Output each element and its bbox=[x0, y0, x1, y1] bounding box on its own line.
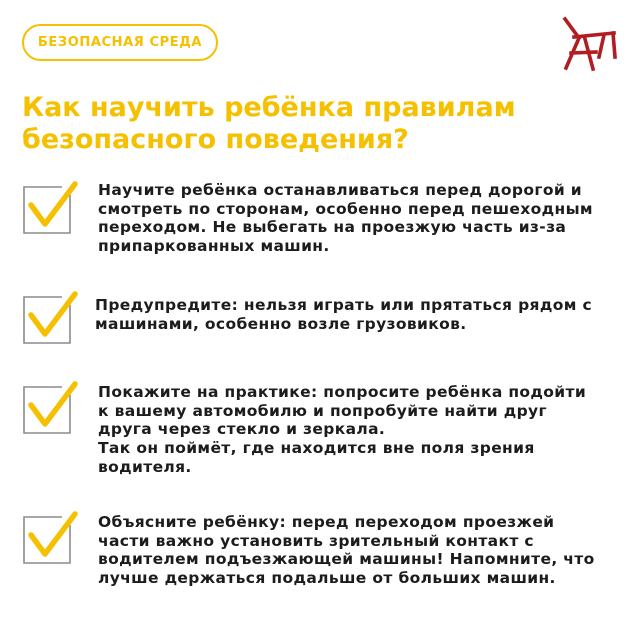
tip-item bbox=[22, 381, 612, 477]
tip-text-line: машинами, особенно возле грузовиков. bbox=[95, 314, 467, 333]
tip-text-line: Научите ребёнка останавливаться перед дорогой и bbox=[98, 181, 582, 199]
title-line: Как научить ребёнка правилам bbox=[22, 92, 516, 123]
tip-text-line: Так он поймёт, где находится вне поля зрения bbox=[98, 439, 535, 458]
tip-text bbox=[95, 296, 592, 333]
tip-text-line: Предупредите: нельзя играть или прятаться рядом с bbox=[95, 296, 593, 314]
tip-text-line: смотреть по сторонам, особенно перед пешеходным bbox=[98, 199, 593, 218]
tip-text-line: Объясните ребёнку: перед переходом проезжей bbox=[98, 513, 555, 531]
checkbox-checked-icon bbox=[22, 181, 80, 237]
tip-text bbox=[98, 383, 586, 477]
tip-text bbox=[98, 181, 593, 256]
tip-text-line: водителем подъезжающей машины! Напомните, что bbox=[98, 550, 595, 569]
checkbox-checked-icon bbox=[22, 381, 80, 437]
checkbox-checked-icon bbox=[22, 511, 80, 567]
category-badge bbox=[22, 24, 218, 61]
tip-text-line: лучше держаться подальше от больших машин. bbox=[98, 569, 556, 588]
tip-item bbox=[22, 291, 612, 347]
tip-text-line: к вашему автомобилю и попробуйте найти друг bbox=[98, 401, 547, 420]
tip-item bbox=[22, 181, 612, 257]
tip-text-line: друга через стекло и зеркала. bbox=[98, 420, 386, 439]
title-line: безопасного поведения? bbox=[22, 124, 409, 155]
tip-text-line: водителя. bbox=[98, 457, 192, 476]
tip-text-line: Покажите на практике: попросите ребёнка подойти bbox=[98, 383, 587, 401]
tip-text-line: переходом. Не выбегать на проезжую часть из-за bbox=[98, 218, 567, 237]
tip-text-line: части важно установить зрительный контакт с bbox=[98, 531, 534, 550]
tip-text bbox=[98, 513, 595, 588]
chair-icon bbox=[558, 16, 620, 74]
checkbox-checked-icon bbox=[22, 291, 80, 347]
tip-item bbox=[22, 511, 612, 589]
tip-text-line: припаркованных машин. bbox=[98, 237, 330, 256]
category-badge-label: БЕЗОПАСНАЯ СРЕДА bbox=[37, 35, 203, 50]
page-title bbox=[22, 92, 516, 156]
